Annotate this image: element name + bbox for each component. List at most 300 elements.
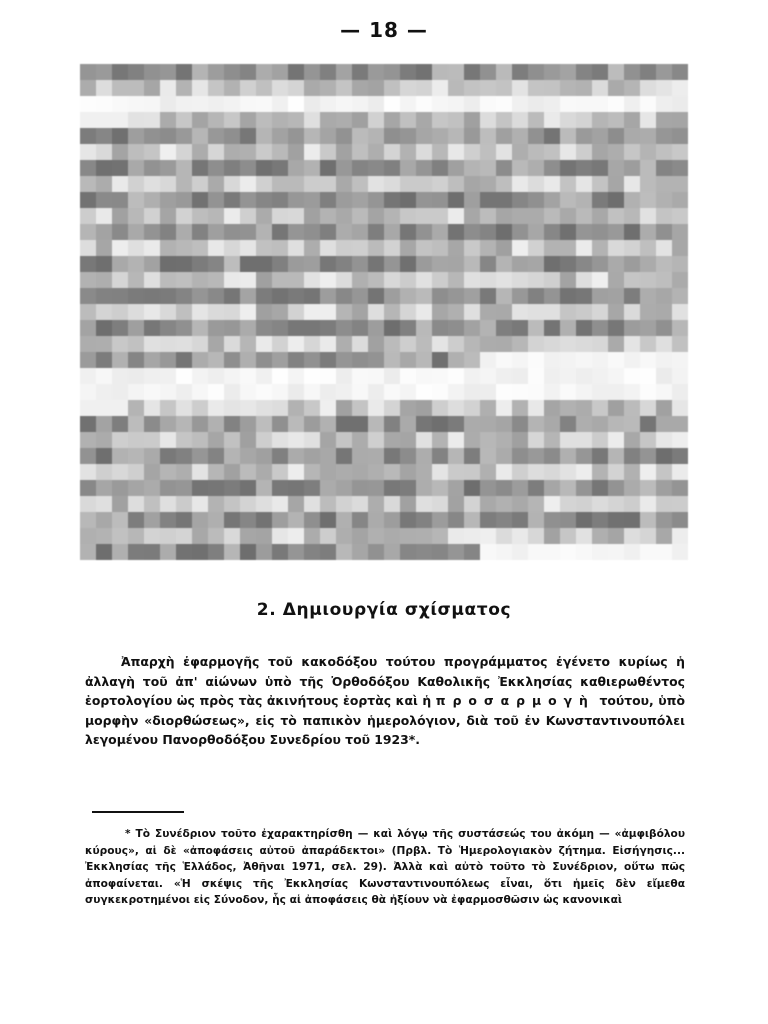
mosaic-cell bbox=[656, 208, 672, 224]
mosaic-cell bbox=[624, 544, 640, 560]
mosaic-cell bbox=[336, 400, 352, 416]
mosaic-cell bbox=[496, 368, 512, 384]
mosaic-cell bbox=[352, 400, 368, 416]
mosaic-cell bbox=[624, 416, 640, 432]
mosaic-cell bbox=[192, 112, 208, 128]
mosaic-cell bbox=[192, 432, 208, 448]
mosaic-cell bbox=[144, 464, 160, 480]
mosaic-cell bbox=[368, 304, 384, 320]
mosaic-cell bbox=[208, 352, 224, 368]
mosaic-cell bbox=[224, 256, 240, 272]
mosaic-cell bbox=[384, 304, 400, 320]
mosaic-cell bbox=[592, 208, 608, 224]
mosaic-cell bbox=[96, 320, 112, 336]
mosaic-cell bbox=[320, 208, 336, 224]
mosaic-cell bbox=[672, 144, 688, 160]
mosaic-cell bbox=[112, 512, 128, 528]
mosaic-cell bbox=[208, 240, 224, 256]
mosaic-cell bbox=[304, 192, 320, 208]
mosaic-cell bbox=[224, 128, 240, 144]
mosaic-cell bbox=[208, 416, 224, 432]
mosaic-cell bbox=[240, 64, 256, 80]
mosaic-cell bbox=[640, 144, 656, 160]
mosaic-cell bbox=[192, 496, 208, 512]
mosaic-cell bbox=[624, 320, 640, 336]
mosaic-cell bbox=[528, 368, 544, 384]
mosaic-cell bbox=[576, 400, 592, 416]
mosaic-cell bbox=[80, 192, 96, 208]
mosaic-cell bbox=[480, 192, 496, 208]
mosaic-cell bbox=[176, 160, 192, 176]
mosaic-cell bbox=[160, 464, 176, 480]
mosaic-cell bbox=[272, 352, 288, 368]
mosaic-cell bbox=[368, 320, 384, 336]
mosaic-cell bbox=[256, 80, 272, 96]
mosaic-cell bbox=[96, 464, 112, 480]
footnote-divider bbox=[92, 811, 184, 813]
mosaic-cell bbox=[656, 544, 672, 560]
mosaic-cell bbox=[512, 512, 528, 528]
mosaic-cell bbox=[672, 160, 688, 176]
mosaic-cell bbox=[496, 480, 512, 496]
mosaic-cell bbox=[656, 160, 672, 176]
mosaic-cell bbox=[192, 400, 208, 416]
mosaic-cell bbox=[640, 208, 656, 224]
mosaic-cell bbox=[544, 208, 560, 224]
mosaic-cell bbox=[176, 544, 192, 560]
mosaic-cell bbox=[656, 80, 672, 96]
mosaic-cell bbox=[592, 352, 608, 368]
mosaic-cell bbox=[400, 288, 416, 304]
mosaic-cell bbox=[400, 128, 416, 144]
mosaic-cell bbox=[432, 272, 448, 288]
mosaic-cell bbox=[496, 336, 512, 352]
mosaic-cell bbox=[160, 432, 176, 448]
mosaic-cell bbox=[224, 336, 240, 352]
mosaic-cell bbox=[352, 96, 368, 112]
mosaic-cell bbox=[368, 288, 384, 304]
mosaic-cell bbox=[512, 368, 528, 384]
mosaic-cell bbox=[464, 80, 480, 96]
mosaic-cell bbox=[640, 432, 656, 448]
mosaic-cell bbox=[352, 128, 368, 144]
mosaic-cell bbox=[528, 64, 544, 80]
mosaic-cell bbox=[160, 160, 176, 176]
mosaic-cell bbox=[576, 352, 592, 368]
mosaic-cell bbox=[592, 144, 608, 160]
mosaic-cell bbox=[480, 288, 496, 304]
mosaic-cell bbox=[432, 144, 448, 160]
mosaic-cell bbox=[112, 80, 128, 96]
mosaic-cell bbox=[320, 336, 336, 352]
mosaic-cell bbox=[320, 144, 336, 160]
mosaic-cell bbox=[176, 416, 192, 432]
mosaic-cell bbox=[144, 480, 160, 496]
mosaic-cell bbox=[336, 160, 352, 176]
mosaic-cell bbox=[512, 256, 528, 272]
paragraph-segment-2: τούτου, ὑπὸ μορφὴν «διορθώσεως», εἰς τὸ παπικὸν ἡμερολόγιον, διὰ τοῦ ἐν Κωνσταντινουπόλει λεγομένου Πανορθοδόξου Συνεδρίου τοῦ 1923*. bbox=[85, 693, 685, 747]
mosaic-cell bbox=[240, 144, 256, 160]
mosaic-cell bbox=[480, 96, 496, 112]
mosaic-cell bbox=[416, 112, 432, 128]
mosaic-cell bbox=[352, 240, 368, 256]
mosaic-cell bbox=[272, 320, 288, 336]
mosaic-cell bbox=[448, 544, 464, 560]
mosaic-cell bbox=[160, 496, 176, 512]
mosaic-cell bbox=[128, 368, 144, 384]
mosaic-cell bbox=[624, 176, 640, 192]
mosaic-cell bbox=[560, 192, 576, 208]
mosaic-cell bbox=[560, 544, 576, 560]
mosaic-cell bbox=[240, 544, 256, 560]
mosaic-cell bbox=[336, 544, 352, 560]
mosaic-cell bbox=[192, 448, 208, 464]
mosaic-cell bbox=[480, 208, 496, 224]
mosaic-cell bbox=[368, 384, 384, 400]
mosaic-cell bbox=[528, 320, 544, 336]
mosaic-cell bbox=[336, 64, 352, 80]
mosaic-cell bbox=[400, 320, 416, 336]
mosaic-cell bbox=[544, 528, 560, 544]
mosaic-cell bbox=[176, 480, 192, 496]
mosaic-cell bbox=[144, 128, 160, 144]
mosaic-cell bbox=[112, 160, 128, 176]
mosaic-cell bbox=[128, 176, 144, 192]
mosaic-cell bbox=[304, 464, 320, 480]
mosaic-cell bbox=[112, 208, 128, 224]
mosaic-cell bbox=[272, 432, 288, 448]
mosaic-cell bbox=[192, 352, 208, 368]
mosaic-cell bbox=[656, 320, 672, 336]
mosaic-cell bbox=[576, 288, 592, 304]
mosaic-cell bbox=[336, 320, 352, 336]
mosaic-cell bbox=[480, 384, 496, 400]
mosaic-cell bbox=[272, 176, 288, 192]
mosaic-cell bbox=[400, 528, 416, 544]
mosaic-cell bbox=[416, 240, 432, 256]
mosaic-cell bbox=[224, 288, 240, 304]
mosaic-cell bbox=[80, 288, 96, 304]
mosaic-cell bbox=[480, 160, 496, 176]
mosaic-cell bbox=[368, 400, 384, 416]
mosaic-cell bbox=[544, 192, 560, 208]
mosaic-cell bbox=[656, 368, 672, 384]
mosaic-cell bbox=[304, 352, 320, 368]
mosaic-cell bbox=[592, 464, 608, 480]
mosaic-cell bbox=[368, 528, 384, 544]
mosaic-cell bbox=[592, 448, 608, 464]
mosaic-cell bbox=[672, 368, 688, 384]
mosaic-cell bbox=[320, 320, 336, 336]
mosaic-cell bbox=[624, 64, 640, 80]
mosaic-cell bbox=[192, 192, 208, 208]
mosaic-cell bbox=[464, 304, 480, 320]
mosaic-cell bbox=[560, 96, 576, 112]
mosaic-cell bbox=[672, 288, 688, 304]
mosaic-cell bbox=[320, 80, 336, 96]
mosaic-cell bbox=[368, 432, 384, 448]
mosaic-cell bbox=[304, 512, 320, 528]
mosaic-cell bbox=[400, 432, 416, 448]
mosaic-cell bbox=[592, 528, 608, 544]
mosaic-cell bbox=[128, 400, 144, 416]
mosaic-cell bbox=[144, 192, 160, 208]
mosaic-cell bbox=[304, 288, 320, 304]
mosaic-cell bbox=[80, 352, 96, 368]
mosaic-cell bbox=[208, 336, 224, 352]
mosaic-cell bbox=[448, 96, 464, 112]
mosaic-cell bbox=[400, 192, 416, 208]
mosaic-cell bbox=[256, 464, 272, 480]
mosaic-cell bbox=[464, 512, 480, 528]
mosaic-cell bbox=[112, 288, 128, 304]
mosaic-cell bbox=[576, 128, 592, 144]
mosaic-cell bbox=[608, 528, 624, 544]
mosaic-cell bbox=[512, 496, 528, 512]
mosaic-cell bbox=[672, 480, 688, 496]
mosaic-cell bbox=[640, 224, 656, 240]
mosaic-cell bbox=[560, 384, 576, 400]
mosaic-cell bbox=[192, 208, 208, 224]
mosaic-cell bbox=[512, 336, 528, 352]
mosaic-cell bbox=[96, 288, 112, 304]
mosaic-cell bbox=[128, 304, 144, 320]
mosaic-cell bbox=[400, 64, 416, 80]
mosaic-cell bbox=[528, 224, 544, 240]
mosaic-cell bbox=[384, 320, 400, 336]
mosaic-cell bbox=[304, 64, 320, 80]
mosaic-cell bbox=[192, 512, 208, 528]
mosaic-cell bbox=[144, 528, 160, 544]
mosaic-cell bbox=[592, 64, 608, 80]
mosaic-cell bbox=[448, 272, 464, 288]
mosaic-cell bbox=[272, 368, 288, 384]
mosaic-cell bbox=[432, 400, 448, 416]
mosaic-cell bbox=[320, 176, 336, 192]
mosaic-cell bbox=[656, 64, 672, 80]
mosaic-cell bbox=[672, 304, 688, 320]
mosaic-cell bbox=[208, 544, 224, 560]
mosaic-cell bbox=[160, 304, 176, 320]
mosaic-cell bbox=[528, 160, 544, 176]
mosaic-cell bbox=[336, 384, 352, 400]
mosaic-cell bbox=[400, 112, 416, 128]
mosaic-cell bbox=[480, 416, 496, 432]
mosaic-cell bbox=[400, 304, 416, 320]
mosaic-cell bbox=[320, 64, 336, 80]
mosaic-cell bbox=[672, 128, 688, 144]
mosaic-cell bbox=[448, 112, 464, 128]
mosaic-cell bbox=[320, 304, 336, 320]
mosaic-cell bbox=[384, 464, 400, 480]
mosaic-cell bbox=[608, 128, 624, 144]
mosaic-cell bbox=[176, 176, 192, 192]
mosaic-cell bbox=[528, 464, 544, 480]
mosaic-cell bbox=[304, 368, 320, 384]
mosaic-cell bbox=[240, 400, 256, 416]
mosaic-cell bbox=[256, 368, 272, 384]
mosaic-cell bbox=[512, 176, 528, 192]
mosaic-cell bbox=[640, 480, 656, 496]
mosaic-cell bbox=[448, 80, 464, 96]
mosaic-cell bbox=[576, 240, 592, 256]
mosaic-cell bbox=[528, 400, 544, 416]
mosaic-cell bbox=[464, 416, 480, 432]
mosaic-cell bbox=[512, 128, 528, 144]
mosaic-cell bbox=[224, 96, 240, 112]
mosaic-cell bbox=[272, 304, 288, 320]
mosaic-cell bbox=[400, 448, 416, 464]
mosaic-cell bbox=[672, 240, 688, 256]
mosaic-cell bbox=[224, 208, 240, 224]
mosaic-cell bbox=[624, 272, 640, 288]
mosaic-cell bbox=[576, 160, 592, 176]
mosaic-cell bbox=[176, 192, 192, 208]
mosaic-cell bbox=[112, 192, 128, 208]
mosaic-cell bbox=[256, 512, 272, 528]
mosaic-cell bbox=[496, 496, 512, 512]
mosaic-cell bbox=[256, 64, 272, 80]
mosaic-cell bbox=[224, 512, 240, 528]
mosaic-cell bbox=[160, 400, 176, 416]
mosaic-cell bbox=[352, 528, 368, 544]
mosaic-cell bbox=[352, 320, 368, 336]
mosaic-cell bbox=[608, 400, 624, 416]
mosaic-cell bbox=[464, 496, 480, 512]
mosaic-cell bbox=[496, 96, 512, 112]
mosaic-cell bbox=[608, 272, 624, 288]
pixelated-redacted-text-block bbox=[80, 64, 688, 556]
mosaic-cell bbox=[352, 144, 368, 160]
mosaic-cell bbox=[608, 96, 624, 112]
mosaic-cell bbox=[496, 448, 512, 464]
mosaic-cell bbox=[128, 496, 144, 512]
mosaic-cell bbox=[144, 432, 160, 448]
mosaic-cell bbox=[96, 192, 112, 208]
mosaic-cell bbox=[544, 480, 560, 496]
mosaic-cell bbox=[528, 480, 544, 496]
mosaic-cell bbox=[128, 480, 144, 496]
mosaic-cell bbox=[128, 288, 144, 304]
mosaic-cell bbox=[128, 240, 144, 256]
mosaic-cell bbox=[240, 128, 256, 144]
mosaic-cell bbox=[144, 288, 160, 304]
mosaic-cell bbox=[416, 368, 432, 384]
mosaic-cell bbox=[544, 512, 560, 528]
mosaic-cell bbox=[608, 480, 624, 496]
mosaic-cell bbox=[176, 512, 192, 528]
mosaic-cell bbox=[144, 256, 160, 272]
mosaic-cell bbox=[512, 400, 528, 416]
mosaic-cell bbox=[368, 464, 384, 480]
mosaic-cell bbox=[480, 464, 496, 480]
mosaic-cell bbox=[592, 112, 608, 128]
mosaic-cell bbox=[624, 496, 640, 512]
mosaic-cell bbox=[144, 384, 160, 400]
mosaic-cell bbox=[368, 544, 384, 560]
mosaic-cell bbox=[272, 160, 288, 176]
mosaic-cell bbox=[464, 528, 480, 544]
mosaic-cell bbox=[368, 112, 384, 128]
mosaic-cell bbox=[448, 336, 464, 352]
mosaic-cell bbox=[240, 224, 256, 240]
mosaic-cell bbox=[304, 176, 320, 192]
mosaic-cell bbox=[432, 320, 448, 336]
mosaic-cell bbox=[272, 512, 288, 528]
mosaic-cell bbox=[560, 128, 576, 144]
mosaic-cell bbox=[608, 240, 624, 256]
mosaic-cell bbox=[176, 128, 192, 144]
mosaic-cell bbox=[544, 384, 560, 400]
mosaic-cell bbox=[320, 128, 336, 144]
mosaic-cell bbox=[416, 352, 432, 368]
mosaic-cell bbox=[496, 256, 512, 272]
mosaic-cell bbox=[112, 320, 128, 336]
mosaic-cell bbox=[272, 240, 288, 256]
mosaic-cell bbox=[176, 96, 192, 112]
mosaic-cell bbox=[368, 448, 384, 464]
mosaic-cell bbox=[480, 432, 496, 448]
mosaic-cell bbox=[384, 448, 400, 464]
mosaic-cell bbox=[480, 480, 496, 496]
mosaic-cell bbox=[176, 528, 192, 544]
mosaic-cell bbox=[560, 112, 576, 128]
mosaic-cell bbox=[208, 432, 224, 448]
mosaic-cell bbox=[336, 368, 352, 384]
mosaic-cell bbox=[608, 544, 624, 560]
mosaic-cell bbox=[480, 64, 496, 80]
mosaic-cell bbox=[368, 96, 384, 112]
mosaic-cell bbox=[96, 448, 112, 464]
mosaic-cell bbox=[208, 192, 224, 208]
mosaic-cell bbox=[672, 224, 688, 240]
mosaic-cell bbox=[240, 432, 256, 448]
mosaic-cell bbox=[304, 144, 320, 160]
mosaic-cell bbox=[480, 128, 496, 144]
mosaic-cell bbox=[496, 304, 512, 320]
mosaic-cell bbox=[288, 544, 304, 560]
mosaic-cell bbox=[208, 384, 224, 400]
mosaic-cell bbox=[384, 96, 400, 112]
mosaic-cell bbox=[576, 144, 592, 160]
mosaic-cell bbox=[96, 208, 112, 224]
mosaic-cell bbox=[368, 144, 384, 160]
mosaic-cell bbox=[208, 464, 224, 480]
mosaic-cell bbox=[432, 352, 448, 368]
mosaic-cell bbox=[368, 480, 384, 496]
mosaic-cell bbox=[512, 288, 528, 304]
mosaic-cell bbox=[400, 336, 416, 352]
mosaic-cell bbox=[656, 176, 672, 192]
mosaic-cell bbox=[592, 256, 608, 272]
mosaic-cell bbox=[608, 416, 624, 432]
mosaic-cell bbox=[448, 464, 464, 480]
mosaic-cell bbox=[192, 80, 208, 96]
mosaic-cell bbox=[352, 304, 368, 320]
mosaic-cell bbox=[656, 240, 672, 256]
mosaic-cell bbox=[512, 528, 528, 544]
mosaic-cell bbox=[144, 496, 160, 512]
mosaic-cell bbox=[592, 304, 608, 320]
mosaic-cell bbox=[144, 144, 160, 160]
mosaic-cell bbox=[96, 304, 112, 320]
mosaic-cell bbox=[560, 224, 576, 240]
mosaic-cell bbox=[416, 384, 432, 400]
mosaic-cell bbox=[416, 464, 432, 480]
mosaic-cell bbox=[160, 480, 176, 496]
mosaic-cell bbox=[384, 384, 400, 400]
mosaic-cell bbox=[256, 208, 272, 224]
